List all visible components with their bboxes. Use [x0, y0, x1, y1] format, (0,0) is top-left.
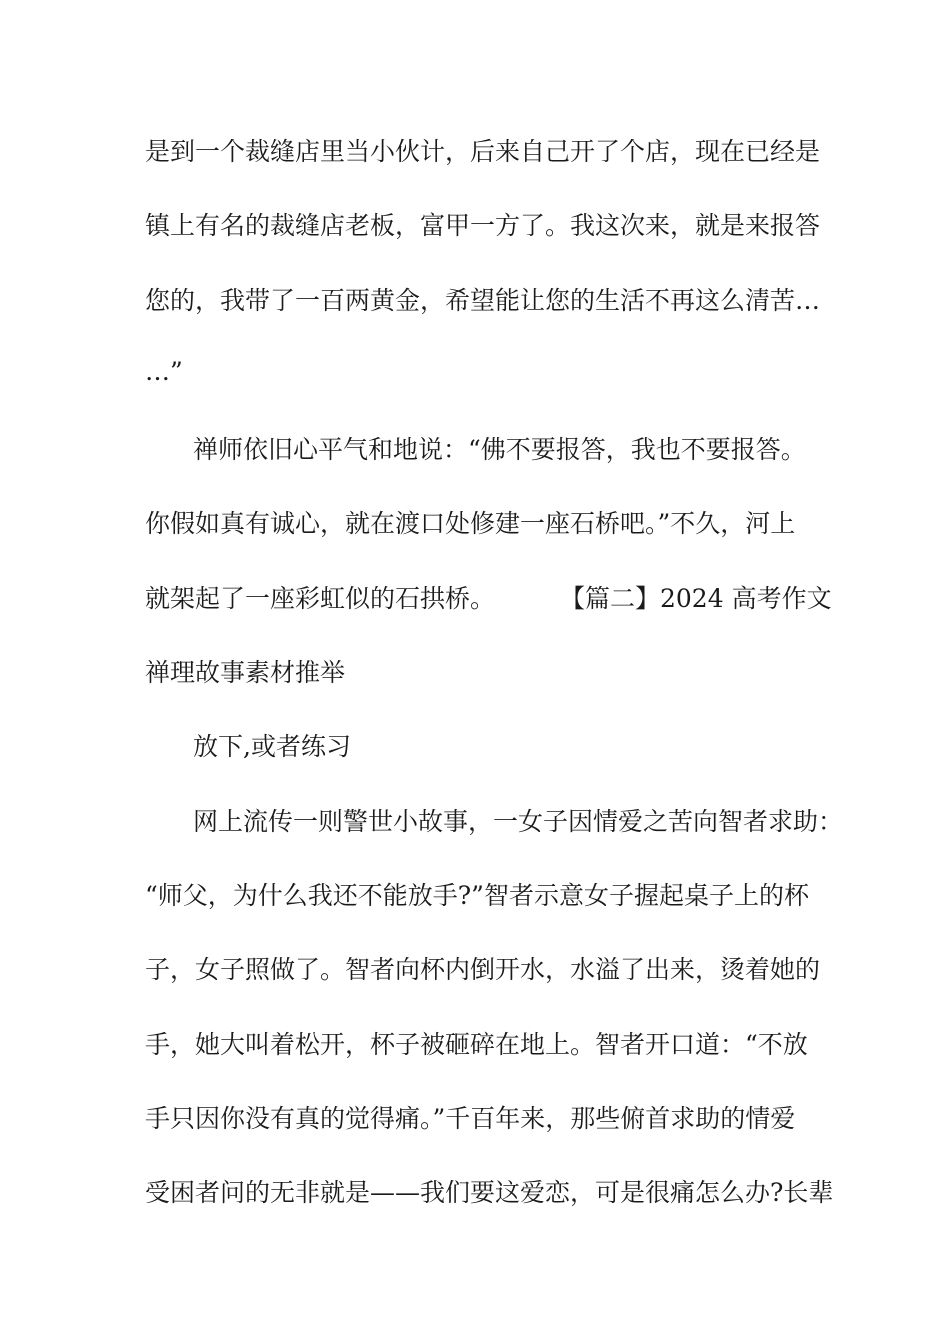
text-line-content: …”	[145, 357, 183, 386]
text-line	[0, 950, 950, 990]
text-line	[0, 281, 950, 321]
text-line	[0, 1099, 950, 1139]
text-line	[0, 206, 950, 246]
text-line	[0, 579, 950, 619]
text-line-content: 您的，我带了一百两黄金，希望能让您的生活不再这么清苦…	[145, 286, 821, 315]
text-line-content: 放下,或者练习	[193, 732, 351, 761]
section-heading: 【篇二】2024 高考作文	[560, 584, 832, 613]
section-heading-continued	[0, 653, 950, 693]
paragraph-first-line	[0, 430, 950, 470]
text-line	[0, 1025, 950, 1065]
text-line-content: 你假如真有诚心，就在渡口处修建一座石桥吧。”不久，河上	[145, 509, 796, 538]
text-line	[0, 1173, 950, 1213]
text-line-content: 镇上有名的裁缝店老板，富甲一方了。我这次来，就是来报答	[145, 211, 821, 240]
text-line-content: 手只因你没有真的觉得痛。”千百年来，那些俯首求助的情爱	[145, 1104, 796, 1133]
text-line-content: 受困者问的无非就是——我们要这爱恋，可是很痛怎么办?长辈	[145, 1178, 834, 1207]
text-line-content: 网上流传一则警世小故事，一女子因情爱之苦向智者求助：	[193, 807, 844, 836]
text-line-content: 是到一个裁缝店里当小伙计，后来自己开了个店，现在已经是	[145, 137, 821, 166]
text-line-content: 手，她大叫着松开，杯子被砸碎在地上。智者开口道：“不放	[145, 1030, 808, 1059]
text-line	[0, 132, 950, 172]
text-line-content: 子，女子照做了。智者向杯内倒开水，水溢了出来，烫着她的	[145, 955, 821, 984]
text-line-content: 禅师依旧心平气和地说：“佛不要报答，我也不要报答。	[193, 435, 806, 464]
text-line	[0, 504, 950, 544]
text-line-content: 禅理故事素材推举	[145, 658, 346, 687]
story-title	[0, 727, 950, 767]
text-line-content: 就架起了一座彩虹似的石拱桥。	[145, 584, 496, 613]
text-line-content: “师父，为什么我还不能放手?”智者示意女子握起桌子上的杯	[145, 881, 809, 910]
paragraph-first-line	[0, 802, 950, 842]
text-line	[0, 876, 950, 916]
text-line	[0, 352, 950, 392]
